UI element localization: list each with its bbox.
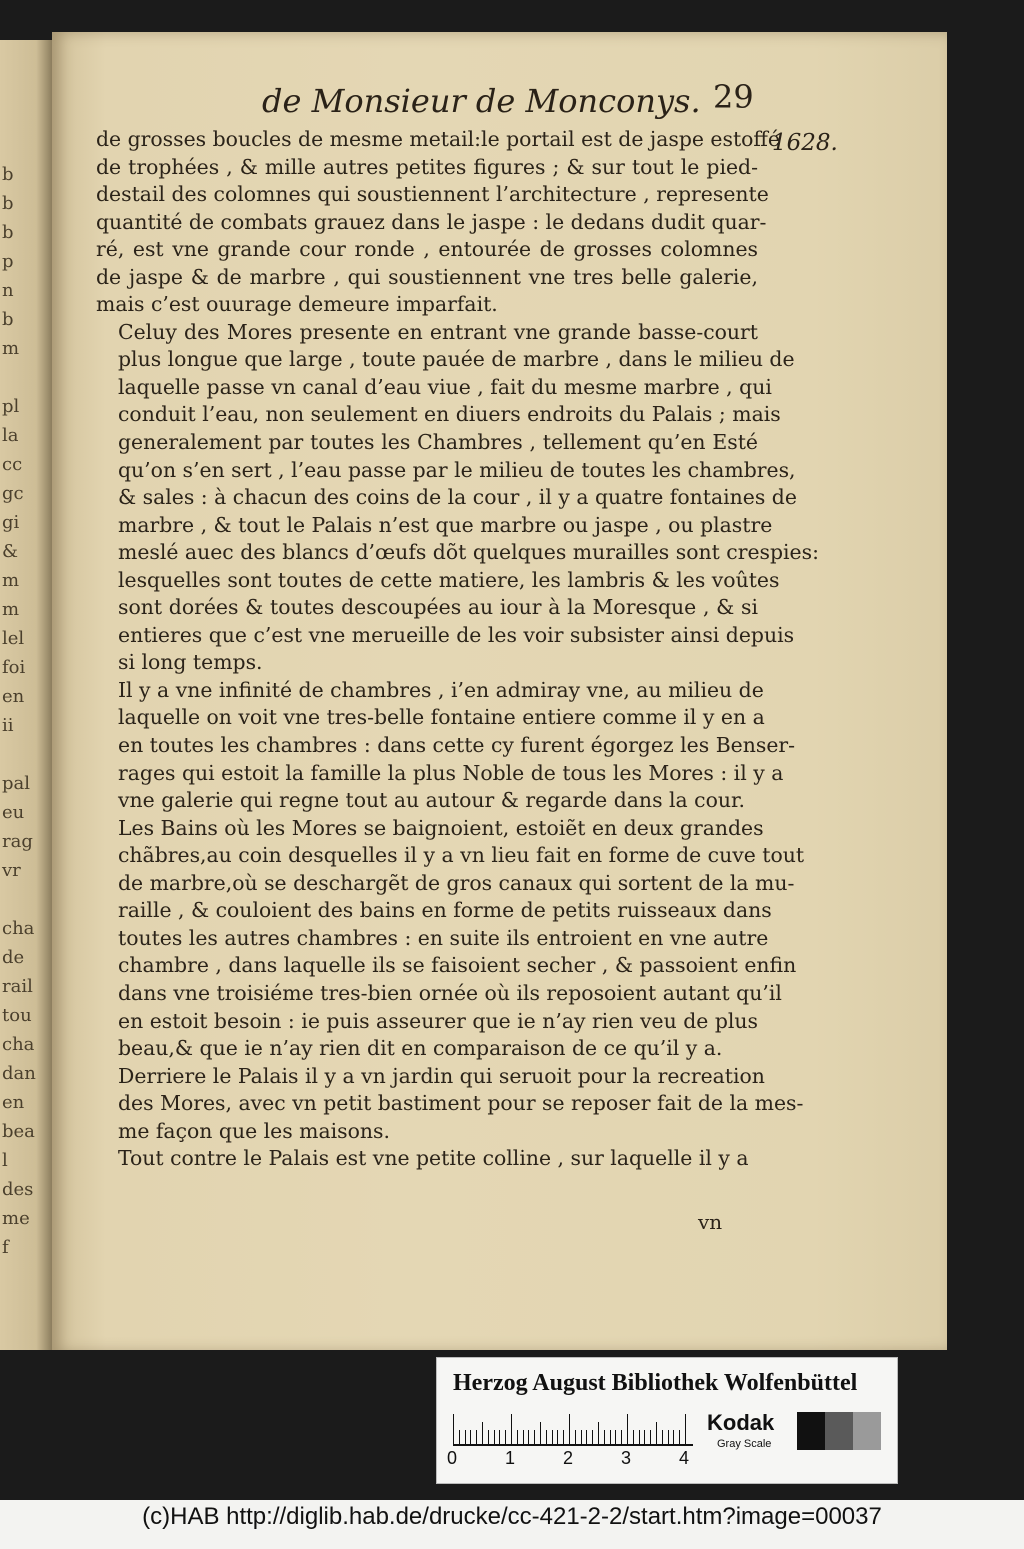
ruler-tick — [459, 1430, 460, 1444]
margin-fragment: la — [2, 425, 19, 446]
margin-year-note: 1628. — [772, 130, 838, 156]
ruler-tick — [511, 1414, 512, 1444]
margin-fragment: l — [2, 1150, 8, 1171]
text-line: entieres que c’est vne merueille de les voir subsister ainsi depuis — [118, 622, 795, 647]
margin-fragment: lel — [2, 628, 25, 649]
text-line: sont dorées & toutes descoupées au iour à la Moresque , & si — [118, 595, 758, 620]
ruler-tick — [592, 1430, 593, 1444]
left-facing-page-edge — [0, 40, 52, 1350]
ruler-tick — [627, 1414, 628, 1444]
margin-fragment: b — [2, 164, 14, 185]
margin-fragment: ii — [2, 715, 14, 736]
ruler-tick — [615, 1430, 616, 1444]
ruler-tick — [656, 1422, 657, 1444]
text-line: de grosses boucles de mesme metail:le portail est de jaspe estoffé — [96, 127, 780, 151]
text-line: laquelle passe vn canal d’eau viue , fait du mesme marbre , qui — [118, 374, 772, 399]
catchword: vn — [698, 1210, 723, 1234]
margin-fragment: f — [2, 1237, 9, 1258]
margin-fragment: eu — [2, 802, 25, 823]
margin-fragment: gc — [2, 483, 24, 504]
ruler-tick — [633, 1430, 634, 1444]
margin-fragment: n — [2, 280, 14, 301]
margin-fragment: bea — [2, 1121, 35, 1142]
paragraph — [96, 1063, 804, 1146]
text-line: & sales : à chacun des coins de la cour , il y a quatre fontaines de — [118, 485, 797, 510]
ruler-tick — [662, 1430, 663, 1444]
text-line: conduit l’eau, non seulement en diuers endroits du Palais ; mais — [118, 402, 781, 427]
margin-fragment: rag — [2, 831, 33, 852]
text-line: rages qui estoit la famille la plus Noble de tous les Mores : il y a — [118, 760, 784, 785]
ruler-tick — [534, 1430, 535, 1444]
ruler-tick — [604, 1430, 605, 1444]
text-line: Tout contre le Palais est vne petite colline , sur laquelle il y a — [118, 1146, 749, 1171]
text-line: qu’on s’en sert , l’eau passe par le milieu de toutes les chambres, — [118, 457, 796, 482]
margin-fragment: m — [2, 599, 20, 620]
measurement-ruler — [453, 1410, 693, 1446]
margin-fragment: p — [2, 251, 14, 272]
text-line: Il y a vne infinité de chambres , i’en admiray vne, au milieu de — [118, 677, 764, 702]
text-line: lesquelles sont toutes de cette matiere, les lambris & les voûtes — [118, 567, 780, 592]
ruler-number: 0 — [447, 1448, 458, 1468]
margin-fragment: cha — [2, 918, 35, 939]
gray-swatch-black — [797, 1412, 825, 1450]
ruler-tick — [523, 1430, 524, 1444]
text-line: en estoit besoin : ie puis asseurer que ie n’ay rien veu de plus — [118, 1008, 758, 1033]
ruler-tick — [673, 1430, 674, 1444]
text-line: mais c’est ouurage demeure imparfait. — [96, 292, 498, 317]
text-line: dans vne troisiéme tres-bien ornée où ils reposoient autant qu’il — [118, 980, 782, 1005]
ruler-tick — [552, 1430, 553, 1444]
page-number: 29 — [713, 78, 754, 116]
gray-swatch-dark — [825, 1412, 853, 1450]
margin-fragment: pl — [2, 396, 20, 417]
text-line: de trophées , & mille autres petites figures ; & sur tout le pied- — [96, 154, 758, 179]
text-line: marbre , & tout le Palais n’est que marbre ou jaspe , ou plastre — [118, 512, 773, 537]
ruler-tick — [470, 1430, 471, 1444]
ruler-tick — [610, 1430, 611, 1444]
text-line: ré, est vne grande cour ronde , entourée de grosses colomnes — [96, 237, 758, 262]
text-line: beau,& que ie n’ay rien dit en comparaison de ce qu’il y a. — [118, 1036, 723, 1061]
ruler-tick — [679, 1430, 680, 1444]
text-line: meslé auec des blancs d’œufs dõt quelques murailles sont crespies: — [118, 540, 819, 565]
ruler-tick — [505, 1430, 506, 1444]
margin-fragment: des — [2, 1179, 34, 1200]
ruler-tick — [569, 1414, 570, 1444]
text-line: si long temps. — [118, 650, 263, 675]
ruler-tick — [499, 1430, 500, 1444]
ruler-tick — [517, 1430, 518, 1444]
kodak-logo: Kodak — [707, 1410, 775, 1435]
ruler-tick — [621, 1430, 622, 1444]
text-line: toutes les autres chambres : en suite ils entroient en vne autre — [118, 925, 769, 950]
margin-fragment: b — [2, 309, 14, 330]
ruler-tick — [581, 1430, 582, 1444]
ruler-tick — [528, 1430, 529, 1444]
ruler-tick — [650, 1430, 651, 1444]
text-line: chãbres,au coin desquelles il y a vn lieu fait en forme de cuve tout — [118, 843, 805, 868]
ruler-tick — [639, 1430, 640, 1444]
text-line: de marbre,où se deschargẽt de gros canaux qui sortent de la mu- — [118, 870, 795, 895]
paragraph — [96, 126, 780, 319]
margin-fragment: cha — [2, 1034, 35, 1055]
ruler-number: 3 — [621, 1448, 632, 1468]
margin-fragment: pal — [2, 773, 31, 794]
ruler-tick — [494, 1430, 495, 1444]
margin-fragment: me — [2, 1208, 30, 1229]
gray-scale-label: Gray Scale — [717, 1438, 772, 1450]
text-line: generalement par toutes les Chambres , tellement qu’en Esté — [118, 430, 758, 455]
ruler-number: 4 — [679, 1448, 690, 1468]
ruler-tick — [575, 1430, 576, 1444]
margin-fragment: en — [2, 1092, 25, 1113]
margin-fragment: rail — [2, 976, 33, 997]
footer-copyright-url: (c)HAB http://diglib.hab.de/drucke/cc-421-2-2/start.htm?image=00037 — [142, 1503, 882, 1530]
library-color-card — [436, 1357, 898, 1484]
margin-fragment — [2, 363, 42, 392]
ruler-tick — [668, 1430, 669, 1444]
paragraph — [96, 677, 796, 815]
margin-fragment: tou — [2, 1005, 32, 1026]
text-line: raille , & couloient des bains en forme de petits ruisseaux dans — [118, 898, 772, 923]
margin-fragment: b — [2, 222, 14, 243]
text-line: en toutes les chambres : dans cette cy furent égorgez les Benser- — [118, 733, 796, 758]
running-head: de Monsieur de Monconys. — [262, 82, 701, 120]
library-name: Herzog August Bibliothek Wolfenbüttel — [453, 1370, 858, 1396]
paragraph — [96, 1145, 758, 1173]
ruler-tick — [540, 1422, 541, 1444]
ruler-tick — [685, 1414, 686, 1444]
margin-fragment: m — [2, 570, 20, 591]
margin-fragment: m — [2, 338, 20, 359]
ruler-tick — [546, 1430, 547, 1444]
margin-fragment: de — [2, 947, 25, 968]
text-line: de jaspe & de marbre , qui soustiennent vne tres belle galerie, — [96, 264, 758, 289]
margin-fragment: vr — [2, 860, 21, 881]
text-line: Les Bains où les Mores se baignoient, estoiẽt en deux grandes — [118, 815, 764, 840]
text-line: chambre , dans laquelle ils se faisoient secher , & passoient enfin — [118, 953, 797, 978]
margin-fragment: foi — [2, 657, 26, 678]
margin-fragment: en — [2, 686, 25, 707]
ruler-tick — [557, 1430, 558, 1444]
margin-fragment: b — [2, 193, 14, 214]
margin-fragment: gi — [2, 512, 20, 533]
text-line: me façon que les maisons. — [118, 1118, 390, 1143]
ruler-tick — [586, 1430, 587, 1444]
gray-swatch-mid — [853, 1412, 881, 1450]
margin-fragment — [2, 885, 42, 914]
margin-fragment: & — [2, 541, 19, 562]
text-line: vne galerie qui regne tout au autour & regarde dans la cour. — [118, 788, 745, 813]
left-margin-fragments — [2, 160, 42, 1262]
ruler-number: 1 — [505, 1448, 516, 1468]
ruler-number: 2 — [563, 1448, 574, 1468]
text-line: plus longue que large , toute pauée de marbre , dans le milieu de — [118, 347, 795, 372]
margin-fragment: dan — [2, 1063, 36, 1084]
text-line: Celuy des Mores presente en entrant vne grande basse-court — [118, 319, 758, 344]
ruler-tick — [563, 1430, 564, 1444]
text-line: des Mores, avec vn petit bastiment pour se reposer fait de la mes- — [118, 1091, 804, 1116]
ruler-tick — [482, 1422, 483, 1444]
text-line: laquelle on voit vne tres-belle fontaine entiere comme il y en a — [118, 705, 765, 730]
margin-fragment — [2, 740, 42, 769]
ruler-tick — [476, 1430, 477, 1444]
text-line: quantité de combats grauez dans le jaspe : le dedans dudit quar- — [96, 209, 767, 234]
ruler-tick — [488, 1430, 489, 1444]
ruler-tick — [644, 1430, 645, 1444]
ruler-tick — [598, 1422, 599, 1444]
paragraph — [96, 319, 819, 677]
text-line: destail des colomnes qui soustiennent l’architecture , represente — [96, 182, 769, 207]
text-line: Derriere le Palais il y a vn jardin qui seruoit pour la recreation — [118, 1063, 765, 1088]
margin-fragment: cc — [2, 454, 23, 475]
ruler-tick — [465, 1430, 466, 1444]
ruler-tick — [453, 1414, 454, 1444]
paragraph — [96, 815, 805, 1063]
